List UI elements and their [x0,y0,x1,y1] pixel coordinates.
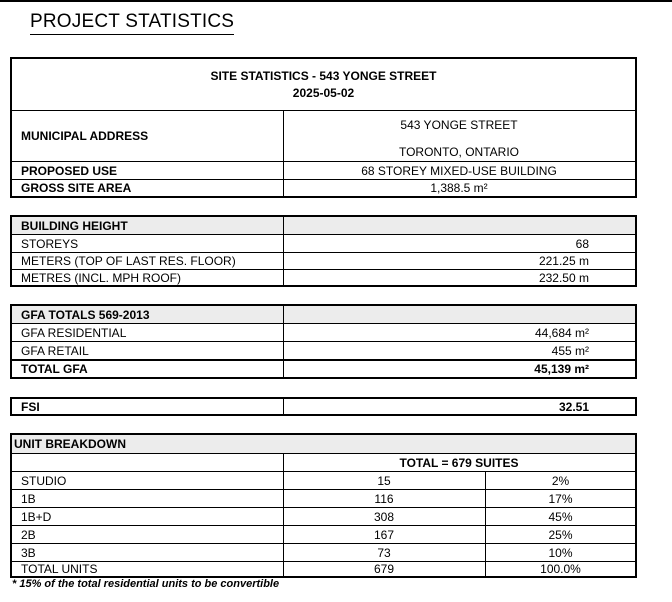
proposed-use-label: PROPOSED USE [21,163,118,178]
storeys-value: 68 [575,236,589,251]
proposed-use-row [12,162,635,179]
site-header-title: SITE STATISTICS - 543 YONGE STREET [210,68,437,83]
address-line-2: TORONTO, ONTARIO [398,145,519,159]
table-row [12,508,635,525]
building-height-table [10,215,637,287]
address-value [283,111,635,161]
fsi-label: FSI [21,399,40,414]
gfa-header-row [12,306,635,323]
unit-type: STUDIO [21,473,67,488]
table-row [12,544,635,561]
unit-total-header: TOTAL = 679 SUITES [399,455,519,470]
gfa-retail-label: GFA RETAIL [21,343,89,358]
unit-breakdown-table [10,433,637,578]
unit-percent: 17% [548,491,573,506]
column-divider [283,306,284,377]
table-row [12,253,635,269]
total-gfa-value: 45,139 m² [534,362,589,376]
unit-percent: 10% [548,545,573,560]
unit-breakdown-header-row [12,435,635,453]
gfa-header: GFA TOTALS 569-2013 [21,307,150,322]
column-divider [283,453,284,576]
unit-percent: 25% [548,527,573,542]
unit-type: 1B+D [21,509,52,524]
page-title: PROJECT STATISTICS [30,11,234,35]
table-row [12,490,635,507]
municipal-address-row [12,111,635,161]
site-statistics-table [10,57,637,198]
column-divider [485,471,486,576]
column-divider [283,217,284,285]
gfa-residential-value: 44,684 m² [534,325,589,340]
fsi-row [12,399,635,414]
address-line-1: 543 YONGE STREET [400,118,518,132]
table-row [12,235,635,252]
site-header [12,59,635,110]
building-height-header: BUILDING HEIGHT [21,218,128,233]
gross-site-area-value: 1,388.5 m² [430,181,488,195]
height-roof-value: 232.50 m [538,270,589,285]
total-gfa-label: TOTAL GFA [21,362,88,376]
unit-percent: 2% [551,473,570,488]
table-row [12,472,635,489]
unit-count: 308 [373,509,395,524]
column-divider [283,110,284,196]
unit-count: 116 [374,491,394,506]
building-height-header-row [12,217,635,234]
unit-percent: 45% [548,509,573,524]
top-border-line [0,0,672,2]
height-roof-label: METRES (INCL. MPH ROOF) [21,270,182,285]
height-last-floor-label: METERS (TOP OF LAST RES. FLOOR) [21,254,236,268]
table-row [12,324,635,341]
total-units-row [12,562,635,576]
unit-count: 167 [373,527,395,542]
gross-site-area-row [12,180,635,196]
fsi-value: 32.51 [558,399,589,414]
table-row [12,526,635,543]
height-last-floor-value: 221.25 m [538,254,589,268]
gfa-totals-table [10,304,637,379]
proposed-use-value: 68 STOREY MIXED-USE BUILDING [361,163,557,178]
total-gfa-row [12,361,635,377]
unit-total-header-row [12,454,635,471]
gfa-retail-value: 455 m² [551,343,589,358]
total-units-percent: 100.0% [540,562,581,576]
unit-type: 1B [21,491,36,506]
unit-type: 3B [21,545,36,560]
column-divider [283,399,284,414]
address-label: MUNICIPAL ADDRESS [21,129,149,143]
total-units-label: TOTAL UNITS [21,562,98,576]
gross-site-area-label: GROSS SITE AREA [21,181,132,195]
unit-breakdown-header: UNIT BREAKDOWN [14,437,126,451]
table-row [12,270,635,285]
table-row [12,342,635,359]
total-units-count: 679 [373,562,395,576]
gfa-residential-label: GFA RESIDENTIAL [21,325,127,340]
storeys-label: STOREYS [21,236,79,251]
fsi-table [10,397,637,416]
convertible-units-footnote: * 15% of the total residential units to be convertible [12,578,280,590]
unit-count: 73 [377,545,391,560]
unit-count: 15 [377,473,391,488]
site-header-date: 2025-05-02 [292,85,355,100]
unit-type: 2B [21,527,36,542]
